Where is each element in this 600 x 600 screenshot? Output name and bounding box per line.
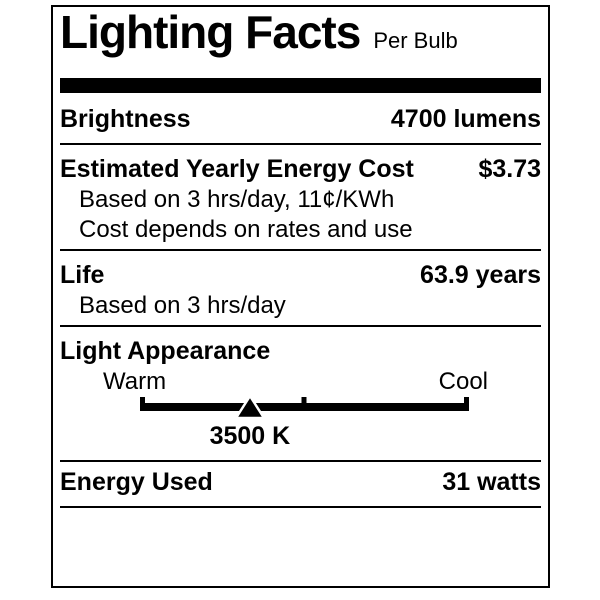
scale-tick-middle <box>301 397 306 411</box>
kelvin-marker-triangle-icon <box>234 394 266 420</box>
brightness-section <box>60 93 541 143</box>
lighting-facts-label <box>51 5 550 588</box>
light-appearance-row <box>60 335 541 367</box>
light-appearance-section <box>60 327 541 460</box>
scale-tick-warm-end <box>140 397 145 411</box>
brightness-value: 4700 lumens <box>390 105 541 133</box>
light-appearance-label: Light Appearance <box>60 337 271 365</box>
cool-label: Cool <box>438 368 488 395</box>
brightness-row <box>60 103 541 135</box>
life-label: Life <box>60 261 105 289</box>
energy-used-label: Energy Used <box>60 468 213 496</box>
label-header <box>60 8 541 65</box>
energy-used-section <box>60 462 541 506</box>
life-section <box>60 251 541 325</box>
energy-used-value: 31 watts <box>442 468 541 496</box>
life-note-basis: Based on 3 hrs/day <box>79 292 286 319</box>
energy-cost-row <box>60 153 541 185</box>
life-row <box>60 259 541 291</box>
brightness-label: Brightness <box>60 105 191 133</box>
label-title: Lighting Facts <box>60 6 361 58</box>
scale-tick-cool-end <box>464 397 469 411</box>
life-value: 63.9 years <box>420 261 541 289</box>
warm-label: Warm <box>103 368 167 395</box>
energy-cost-label: Estimated Yearly Energy Cost <box>60 155 414 183</box>
energy-used-row <box>60 466 541 498</box>
color-temperature-scale <box>140 397 469 451</box>
energy-cost-note-disclaimer: Cost depends on rates and use <box>79 216 413 243</box>
warm-cool-labels <box>60 367 541 397</box>
thick-separator-bar <box>60 78 541 93</box>
kelvin-row <box>140 421 469 451</box>
energy-cost-section <box>60 145 541 249</box>
energy-cost-value: $3.73 <box>478 155 541 183</box>
per-unit-text: Per Bulb <box>373 28 458 53</box>
scale-track <box>140 397 469 411</box>
energy-cost-note-basis: Based on 3 hrs/day, 11¢/KWh <box>79 186 395 213</box>
divider <box>60 506 541 508</box>
kelvin-value: 3500 K <box>209 422 291 450</box>
